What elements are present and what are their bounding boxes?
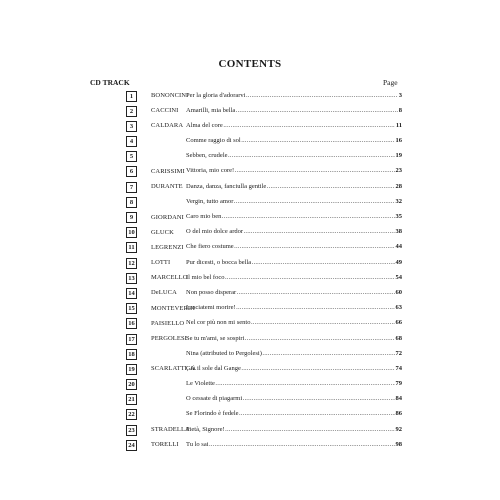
song-title: Pur dicesti, o bocca bella	[186, 258, 252, 266]
song-entry	[186, 350, 402, 358]
page-number: 84	[395, 395, 402, 403]
contents-row	[0, 362, 500, 377]
leader-dots	[241, 365, 395, 373]
song-entry	[186, 243, 402, 251]
song-title: Vergin, tutto amor	[186, 197, 234, 205]
track-number-box: 22	[126, 409, 137, 420]
song-title: Vittoria, mio core!	[186, 167, 235, 175]
composer-name: GIORDANI	[151, 213, 184, 221]
contents-row	[0, 317, 500, 332]
page-number: 74	[395, 364, 402, 372]
leader-dots	[252, 259, 395, 267]
song-entry	[186, 122, 402, 130]
contents-row	[0, 180, 500, 195]
song-entry	[186, 259, 402, 267]
contents-row	[0, 89, 500, 104]
song-entry	[186, 395, 402, 403]
track-number-box: 5	[126, 151, 137, 162]
leader-dots	[262, 350, 395, 358]
leader-dots	[239, 410, 395, 418]
contents-row	[0, 104, 500, 119]
page-column-header: Page	[383, 78, 398, 87]
composer-name: TORELLI	[151, 441, 179, 449]
composer-name: LOTTI	[151, 259, 171, 267]
contents-row	[0, 119, 500, 134]
cd-track-header: CD TRACK	[90, 78, 130, 87]
song-title: Caro mio ben	[186, 213, 222, 220]
contents-row	[0, 226, 500, 241]
song-entry	[186, 152, 402, 160]
page-number: 28	[395, 182, 402, 190]
track-number-box: 4	[126, 136, 137, 147]
page-title: CONTENTS	[218, 58, 282, 70]
song-title: Il mio bel foco	[186, 273, 225, 281]
page-number: 86	[395, 410, 402, 418]
song-entry	[186, 335, 402, 343]
track-number-box: 7	[126, 182, 137, 193]
song-title: Nina (attributed to Pergolesi)	[186, 349, 262, 357]
song-title: Che fiero costume	[186, 243, 234, 251]
track-number-box: 16	[126, 318, 137, 329]
track-number-box: 18	[126, 349, 137, 360]
track-number-box: 20	[126, 379, 137, 390]
song-entry	[186, 304, 402, 312]
song-entry	[186, 213, 402, 221]
song-title: Pietà, Signore!	[186, 425, 225, 433]
composer-name: STRADELLA	[151, 426, 190, 434]
leader-dots	[215, 380, 395, 388]
contents-row	[0, 256, 500, 271]
track-number-box: 8	[126, 197, 137, 208]
leader-dots	[246, 92, 398, 100]
leader-dots	[237, 289, 395, 297]
contents-row	[0, 393, 500, 408]
track-number-box: 10	[126, 227, 137, 238]
song-title: Non posso disperar	[186, 288, 237, 296]
track-number-box: 9	[126, 212, 137, 223]
track-number-box: 17	[126, 334, 137, 345]
page-number: 32	[395, 197, 402, 205]
song-title: Danza, danza, fanciulla gentile	[186, 182, 267, 190]
leader-dots	[225, 426, 395, 434]
contents-row	[0, 241, 500, 256]
leader-dots	[235, 167, 395, 175]
song-entry	[186, 167, 402, 175]
page-number: 92	[395, 425, 402, 433]
contents-row	[0, 271, 500, 286]
track-number-box: 2	[126, 106, 137, 117]
song-entry	[186, 183, 402, 191]
track-number-box: 14	[126, 288, 137, 299]
page-number: 79	[395, 380, 402, 388]
page-number: 60	[395, 288, 402, 296]
song-entry	[186, 198, 402, 206]
song-entry	[186, 426, 402, 434]
track-number-box: 23	[126, 425, 137, 436]
song-entry	[186, 228, 402, 236]
page-number: 68	[395, 334, 402, 342]
composer-name: BONONCINI	[151, 92, 189, 99]
contents-row	[0, 438, 500, 453]
composer-name: CARISSIMI	[151, 167, 185, 175]
song-entry	[186, 380, 402, 388]
track-number-box: 24	[126, 440, 137, 451]
song-entry	[186, 441, 402, 449]
page-number: 72	[395, 349, 402, 357]
track-number-box: 15	[126, 303, 137, 314]
leader-dots	[228, 152, 395, 160]
page-number: 63	[395, 304, 402, 312]
song-entry	[186, 107, 402, 115]
song-title: Già il sole dal Gange	[186, 364, 241, 372]
leader-dots	[251, 319, 395, 327]
track-number-box: 11	[126, 242, 137, 253]
leader-dots	[236, 304, 395, 312]
contents-row	[0, 332, 500, 347]
song-title: Nel cor più non mi sento	[186, 319, 251, 327]
page-number: 49	[395, 258, 402, 266]
leader-dots	[243, 395, 395, 403]
composer-name: DeLUCA	[151, 289, 177, 297]
song-entry	[186, 137, 402, 145]
contents-row	[0, 378, 500, 393]
contents-row	[0, 302, 500, 317]
page-number: 44	[395, 243, 402, 251]
track-number-box: 21	[126, 394, 137, 405]
composer-name: PAISIELLO	[151, 319, 185, 327]
song-title: O cessate di piagarmi	[186, 395, 243, 403]
leader-dots	[236, 107, 398, 115]
contents-row	[0, 408, 500, 423]
song-entry	[186, 365, 402, 373]
track-number-box: 12	[126, 258, 137, 269]
song-title: Lasciatemi morire!	[186, 304, 236, 312]
leader-dots	[225, 274, 395, 282]
leader-dots	[245, 335, 395, 343]
page-number: 3	[398, 91, 402, 99]
page-number: 98	[395, 440, 402, 448]
contents-row	[0, 165, 500, 180]
page-number: 38	[395, 228, 402, 236]
page-number: 8	[398, 106, 402, 114]
composer-name: SCARLATTI, A.	[151, 365, 197, 373]
composer-name: MARCELLO	[151, 274, 188, 282]
contents-row	[0, 150, 500, 165]
composer-name: LEGRENZI	[151, 243, 184, 251]
song-title: Amarilli, mia bella	[186, 106, 236, 114]
song-title: Tu lo sai	[186, 440, 209, 448]
contents-row	[0, 286, 500, 301]
leader-dots	[209, 441, 395, 449]
page-number: 35	[395, 213, 402, 220]
song-title: Sebben, crudele	[186, 152, 228, 160]
track-number-box: 3	[126, 121, 137, 132]
leader-dots	[223, 122, 395, 130]
page-number: 66	[395, 319, 402, 327]
leader-dots	[241, 137, 395, 145]
contents-row	[0, 423, 500, 438]
track-number-box: 1	[126, 91, 137, 102]
song-entry	[186, 274, 402, 282]
contents-row	[0, 211, 500, 226]
page-number: 19	[395, 152, 402, 160]
composer-name: CALDARA	[151, 122, 184, 130]
composer-name: GLUCK	[151, 228, 174, 236]
song-entry	[186, 289, 402, 297]
leader-dots	[234, 198, 395, 206]
song-title: Alma del core	[186, 121, 223, 129]
song-title: Se tu m'ami, se sospiri	[186, 334, 245, 342]
contents-row	[0, 195, 500, 210]
leader-dots	[222, 213, 395, 221]
track-number-box: 13	[126, 273, 137, 284]
leader-dots	[244, 228, 395, 236]
composer-name: PERGOLESI	[151, 335, 187, 342]
song-entry	[186, 319, 402, 327]
leader-dots	[234, 243, 395, 251]
track-number-box: 19	[126, 364, 137, 375]
composer-name: DURANTE	[151, 183, 183, 191]
song-entry	[186, 92, 402, 100]
leader-dots	[267, 183, 395, 191]
song-title: Se Florindo è fedele	[186, 410, 239, 418]
contents-row	[0, 347, 500, 362]
page-number: 54	[395, 273, 402, 281]
song-title: Per la gloria d'adorarvi	[186, 91, 246, 99]
page-number: 23	[395, 167, 402, 175]
track-number-box: 6	[126, 166, 137, 177]
song-title: Le Violette	[186, 380, 215, 388]
song-entry	[186, 410, 402, 418]
song-title: O del mio dolce ardor	[186, 228, 244, 236]
composer-name: CACCINI	[151, 107, 179, 115]
contents-list	[0, 89, 500, 454]
page-number: 11	[395, 121, 402, 129]
composer-name: MONTEVERDI	[151, 304, 195, 312]
contents-row	[0, 135, 500, 150]
page-number: 16	[395, 137, 402, 145]
song-title: Comme raggio di sol	[186, 137, 241, 145]
